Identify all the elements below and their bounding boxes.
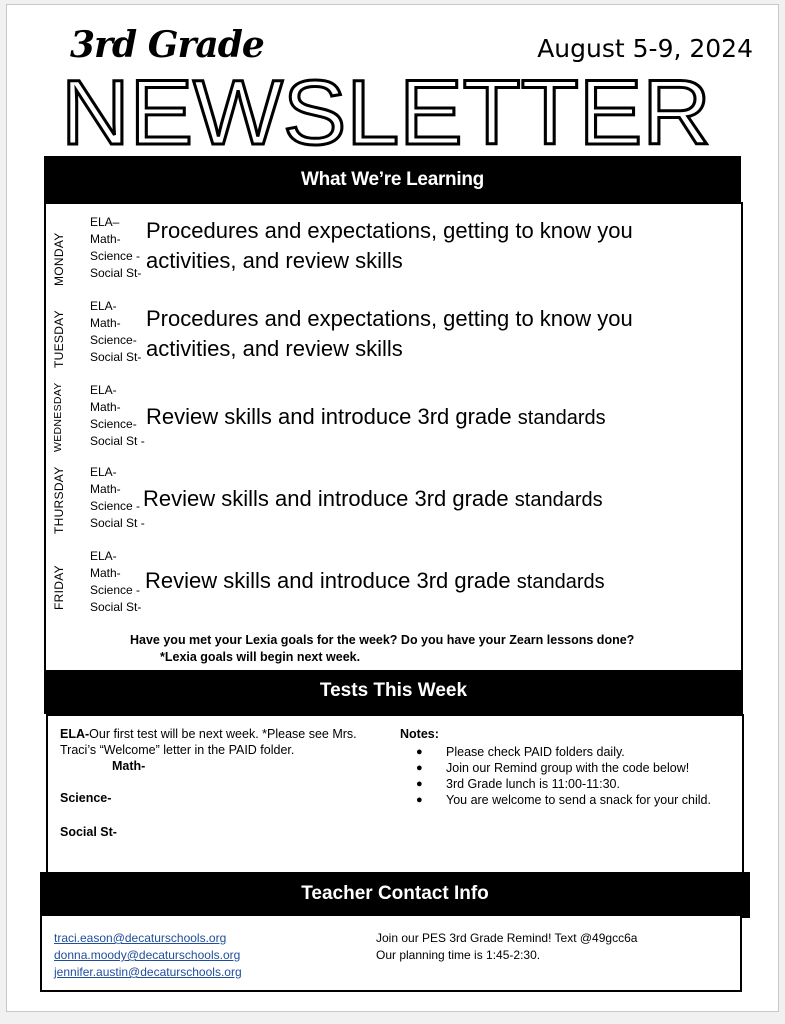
day-plan-wednesday (146, 402, 606, 433)
notes-list (400, 744, 711, 808)
subject-list-friday (90, 548, 141, 616)
day-plan-thursday (143, 484, 603, 515)
subject-social-studies: Social St- (90, 350, 142, 364)
subject-list-wednesday (90, 382, 145, 450)
subject-science: Science - (90, 249, 141, 263)
subject-math: Math- (90, 482, 121, 496)
subject-ela: ELA– (90, 215, 120, 229)
teacher-emails (54, 930, 242, 981)
subject-list-monday (90, 214, 141, 282)
email-link-jennifer[interactable]: jennifer.austin@decaturschools.org (54, 965, 242, 979)
note-item: ● You are welcome to send a snack for your child. (400, 792, 711, 808)
plan-text: Review skills and introduce 3rd grade (145, 568, 511, 593)
subject-social-studies: Social St - (90, 434, 145, 448)
day-plan-friday (145, 566, 605, 597)
ela-label: ELA- (60, 727, 90, 741)
tests-heading-bar (44, 670, 743, 714)
subject-social-studies: Social St- (90, 600, 142, 614)
learning-heading: What We’re Learning (301, 169, 484, 190)
note-item: ● Join our Remind group with the code below! (400, 760, 711, 776)
reminder-question: Have you met your Lexia goals for the week? Do you have your Zearn lessons done? (130, 633, 635, 647)
ela-test-note (60, 726, 360, 758)
day-label-tuesday: TUESDAY (52, 310, 66, 368)
math-test-label: Math- (112, 759, 146, 773)
day-label-monday: MONDAY (52, 232, 66, 286)
contact-heading: Teacher Contact Info (301, 883, 489, 904)
subject-math: Math- (90, 316, 121, 330)
day-plan-tuesday (146, 304, 633, 364)
subject-ela: ELA- (90, 299, 117, 313)
grade-title: 3rd Grade (70, 24, 264, 66)
tests-by-subject (60, 726, 360, 840)
social-studies-test-label: Social St- (60, 825, 117, 839)
subject-ela: ELA- (90, 383, 117, 397)
email-link-donna[interactable]: donna.moody@decaturschools.org (54, 948, 241, 962)
day-label-friday: FRIDAY (52, 565, 66, 610)
science-test-label: Science- (60, 791, 112, 805)
contact-details (376, 930, 637, 964)
plan-text-small: standards (514, 489, 603, 511)
day-label-wednesday: WEDNESDAY (52, 382, 64, 452)
subject-science: Science - (90, 583, 141, 597)
planning-time: Our planning time is 1:45-2:30. (376, 948, 541, 962)
plan-text-small: standards (517, 407, 606, 429)
subject-list-thursday (90, 464, 145, 532)
notes-label: Notes: (400, 727, 439, 741)
plan-text-small: standards (516, 571, 605, 593)
plan-text: Review skills and introduce 3rd grade (146, 404, 512, 429)
subject-ela: ELA- (90, 465, 117, 479)
reminder-note: *Lexia goals will begin next week. (160, 650, 361, 664)
remind-info: Join our PES 3rd Grade Remind! Text @49gcc6a (376, 931, 638, 945)
subject-social-studies: Social St- (90, 266, 142, 280)
subject-math: Math- (90, 566, 121, 580)
subject-math: Math- (90, 400, 121, 414)
subject-math: Math- (90, 232, 121, 246)
subject-science: Science- (90, 333, 137, 347)
day-label-thursday: THURSDAY (52, 466, 66, 534)
subject-science: Science- (90, 417, 137, 431)
ela-test-text: Our first test will be next week. *Please see Mrs. Traci’s “Welcome” letter in the PAID folder. (60, 727, 357, 757)
subject-list-tuesday (90, 298, 141, 366)
plan-text: Review skills and introduce 3rd grade (143, 486, 509, 511)
contact-heading-bar (40, 872, 750, 918)
note-item: ● Please check PAID folders daily. (400, 744, 711, 760)
tests-heading: Tests This Week (319, 680, 468, 701)
lexia-zearn-reminder (130, 632, 634, 666)
plan-line: Procedures and expectations, getting to know you (146, 218, 633, 243)
notes-section (400, 726, 711, 808)
subject-ela: ELA- (90, 549, 117, 563)
day-plan-monday (146, 216, 633, 276)
plan-line: activities, and review skills (146, 336, 403, 361)
plan-line: activities, and review skills (146, 248, 403, 273)
newsletter-title-text: NEWSLETTER (61, 66, 711, 156)
email-link-traci[interactable]: traci.eason@decaturschools.org (54, 931, 227, 945)
newsletter-date: August 5-9, 2024 (537, 34, 753, 63)
learning-heading-bar (44, 156, 741, 203)
subject-science: Science - (90, 499, 141, 513)
newsletter-title (56, 66, 716, 156)
subject-social-studies: Social St - (90, 516, 145, 530)
plan-line: Procedures and expectations, getting to know you (146, 306, 633, 331)
note-item: ● 3rd Grade lunch is 11:00-11:30. (400, 776, 711, 792)
